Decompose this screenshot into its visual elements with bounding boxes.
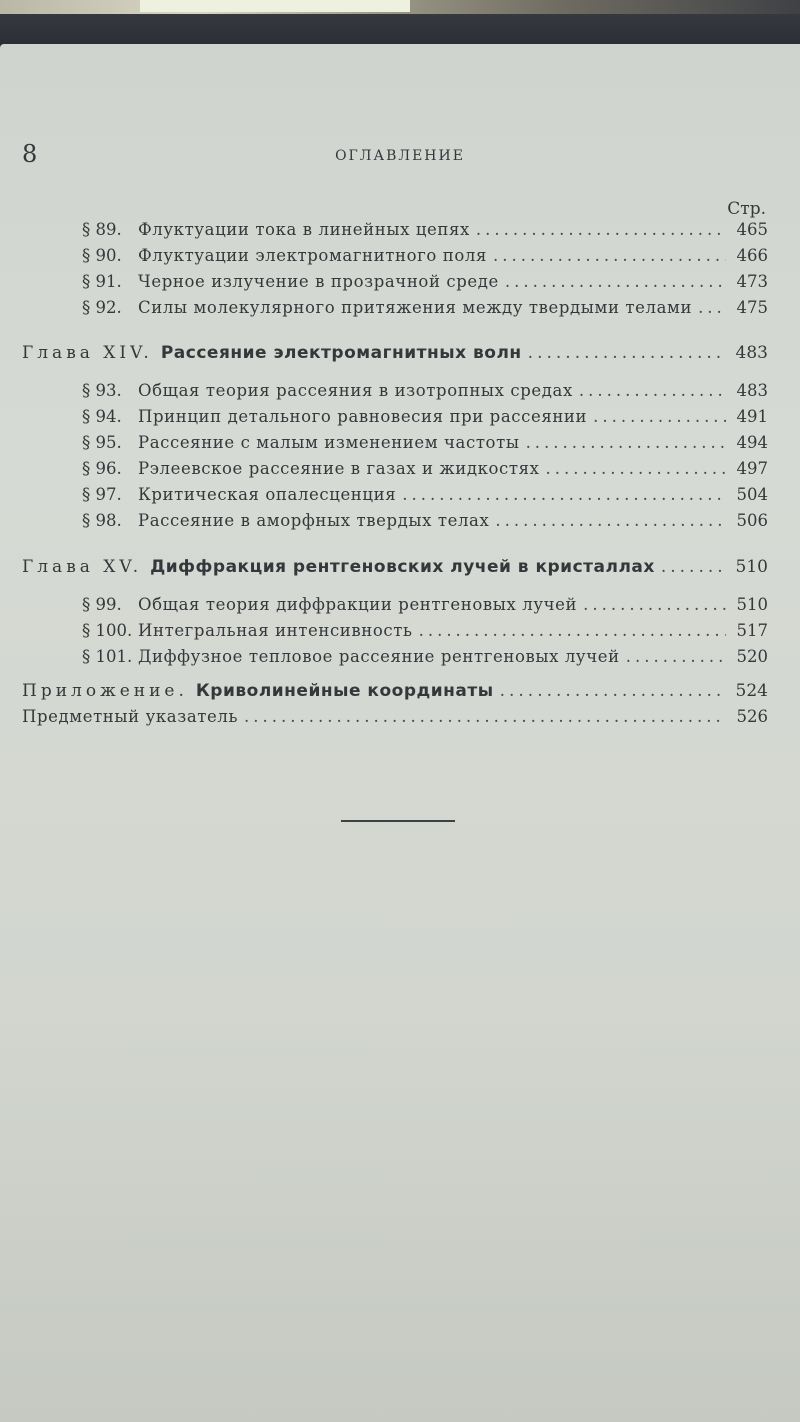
dot-leader — [698, 295, 726, 321]
dot-leader — [661, 554, 726, 580]
toc-entry — [82, 217, 768, 243]
chapter-label: Глава XIV. — [22, 343, 153, 363]
page-ref: 510 — [735, 557, 768, 577]
page-ref: 510 — [736, 595, 768, 614]
page-ref: 517 — [736, 621, 768, 640]
section-title: Общая теория рассеяния в изотропных средах — [138, 381, 573, 400]
dot-leader — [493, 243, 726, 269]
section-title: Силы молекулярного притяжения между твердыми телами — [138, 298, 693, 317]
chapter-entry — [22, 340, 768, 366]
page-ref: 504 — [736, 485, 768, 504]
toc-entry — [82, 295, 768, 321]
dot-leader — [419, 618, 726, 644]
dot-leader — [500, 678, 726, 704]
page-ref: 526 — [736, 707, 768, 726]
section-number: § 96. — [82, 459, 122, 478]
section-title: Критическая опалесценция — [138, 485, 397, 504]
toc-entry — [82, 618, 768, 644]
paper-tag — [140, 0, 410, 12]
section-number: § 93. — [82, 381, 122, 400]
section-title: Интегральная интенсивность — [138, 621, 413, 640]
page-ref: 466 — [736, 246, 768, 265]
section-number: § 98. — [82, 511, 122, 530]
dot-leader — [402, 482, 726, 508]
dot-leader — [528, 340, 726, 366]
dot-leader — [579, 378, 726, 404]
dot-leader — [526, 430, 726, 456]
appendix-title: Криволинейные координаты — [195, 681, 494, 701]
index-entry — [22, 704, 768, 730]
toc-entry — [82, 269, 768, 295]
section-title: Принцип детального равновесия при рассеянии — [138, 407, 588, 426]
dot-leader — [505, 269, 726, 295]
running-head: ОГЛАВЛЕНИЕ — [335, 148, 465, 164]
chapter-label: Глава XV. — [22, 557, 143, 577]
section-number: § 91. — [82, 272, 122, 291]
toc-entry — [82, 644, 768, 670]
chapter-title: Рассеяние электромагнитных волн — [160, 343, 522, 363]
dot-leader — [476, 217, 726, 243]
chapter-entry — [22, 554, 768, 580]
section-title: Диффузное тепловое рассеяние рентгеновых лучей — [138, 647, 620, 666]
appendix-label: Приложение. — [22, 681, 188, 701]
section-title: Флуктуации электромагнитного поля — [138, 246, 487, 265]
section-title: Черное излучение в прозрачной среде — [138, 272, 499, 291]
section-number: § 100. — [82, 621, 133, 640]
page-ref: 497 — [736, 459, 768, 478]
page-ref: 465 — [736, 220, 768, 239]
dot-leader — [593, 404, 726, 430]
chapter-title: Диффракция рентгеновских лучей в кристаллах — [150, 557, 655, 577]
page-ref: 475 — [736, 298, 768, 317]
page-column-header: Стр. — [727, 199, 766, 219]
toc-entry — [82, 404, 768, 430]
book-page — [0, 44, 800, 1422]
page-ref: 524 — [735, 681, 768, 701]
toc-entry — [82, 378, 768, 404]
section-title: Общая теория диффракции рентгеновых лучей — [138, 595, 578, 614]
section-title: Рассеяние в аморфных твердых телах — [138, 511, 490, 530]
page-ref: 473 — [736, 272, 768, 291]
section-number: § 101. — [82, 647, 133, 666]
toc-entry — [82, 243, 768, 269]
page-ref: 494 — [736, 433, 768, 452]
toc-entry — [82, 430, 768, 456]
section-number: § 97. — [82, 485, 122, 504]
page-ref: 483 — [735, 343, 768, 363]
index-title: Предметный указатель — [22, 707, 239, 726]
section-number: § 89. — [82, 220, 122, 239]
section-title: Рассеяние с малым изменением частоты — [138, 433, 520, 452]
page-number: 8 — [22, 140, 38, 168]
section-number: § 94. — [82, 407, 122, 426]
section-title: Рэлеевское рассеяние в газах и жидкостях — [138, 459, 540, 478]
page-ref: 491 — [736, 407, 768, 426]
section-number: § 90. — [82, 246, 122, 265]
section-title: Флуктуации тока в линейных цепях — [138, 220, 470, 239]
page-ref: 506 — [736, 511, 768, 530]
dot-leader — [583, 592, 726, 618]
dot-leader — [546, 456, 726, 482]
appendix-entry — [22, 678, 768, 704]
section-number: § 95. — [82, 433, 122, 452]
dot-leader — [495, 508, 726, 534]
page-ref: 483 — [736, 381, 768, 400]
toc-entry — [82, 482, 768, 508]
toc-entry — [82, 456, 768, 482]
toc-entry — [82, 592, 768, 618]
section-number: § 99. — [82, 595, 122, 614]
section-number: § 92. — [82, 298, 122, 317]
page-ref: 520 — [736, 647, 768, 666]
closing-rule — [341, 820, 455, 822]
dot-leader — [244, 704, 726, 730]
toc-entry — [82, 508, 768, 534]
dot-leader — [626, 644, 726, 670]
